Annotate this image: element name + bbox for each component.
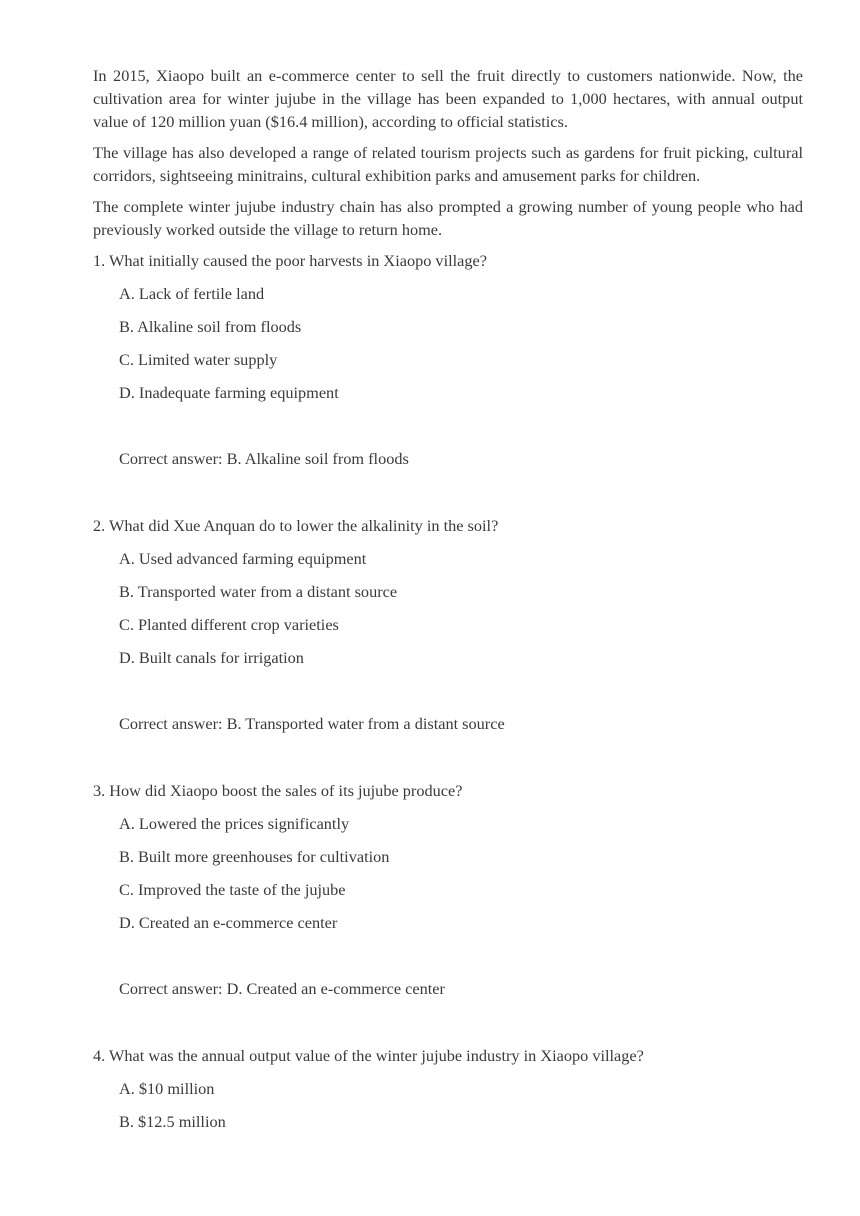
correct-answer: Correct answer: D. Created an e-commerce center	[119, 979, 445, 998]
option-a: A. Lowered the prices significantly	[119, 814, 350, 833]
option-c: C. Improved the taste of the jujube	[119, 880, 346, 899]
correct-answer: Correct answer: B. Transported water from a distant source	[119, 714, 505, 733]
option-b: B. Built more greenhouses for cultivation	[119, 847, 390, 866]
question-text: 2. What did Xue Anquan do to lower the alkalinity in the soil?	[93, 516, 499, 535]
question-text: 1. What initially caused the poor harvests in Xiaopo village?	[93, 251, 487, 270]
option-a: A. $10 million	[119, 1079, 215, 1098]
paragraph-ecommerce: In 2015, Xiaopo built an e-commerce center to sell the fruit directly to customers nationwide. Now, the cultivation area for winter jujube in the village has been expanded to 1,000 hectares, with annual output value of 120 million yuan ($16.4 million), according to official statistics.	[93, 66, 803, 131]
option-a: A. Lack of fertile land	[119, 284, 265, 303]
question-1	[93, 249, 803, 470]
option-d: D. Built canals for irrigation	[119, 648, 304, 667]
correct-answer: Correct answer: B. Alkaline soil from floods	[119, 449, 409, 468]
document-page	[93, 64, 803, 1133]
option-d: D. Inadequate farming equipment	[119, 383, 339, 402]
option-a: A. Used advanced farming equipment	[119, 549, 367, 568]
question-4	[93, 1044, 803, 1133]
paragraph-industry-chain: The complete winter jujube industry chain has also prompted a growing number of young people who had previously worked outside the village to return home.	[93, 197, 803, 239]
question-2	[93, 514, 803, 735]
paragraph-tourism: The village has also developed a range of related tourism projects such as gardens for fruit picking, cultural corridors, sightseeing minitrains, cultural exhibition parks and amusement parks for children.	[93, 143, 803, 185]
option-c: C. Limited water supply	[119, 350, 278, 369]
option-c: C. Planted different crop varieties	[119, 615, 339, 634]
question-text: 4. What was the annual output value of the winter jujube industry in Xiaopo village?	[93, 1046, 644, 1065]
option-b: B. $12.5 million	[119, 1112, 226, 1131]
option-b: B. Alkaline soil from floods	[119, 317, 302, 336]
option-b: B. Transported water from a distant source	[119, 582, 398, 601]
question-3	[93, 779, 803, 1000]
question-text: 3. How did Xiaopo boost the sales of its jujube produce?	[93, 781, 463, 800]
option-d: D. Created an e-commerce center	[119, 913, 338, 932]
